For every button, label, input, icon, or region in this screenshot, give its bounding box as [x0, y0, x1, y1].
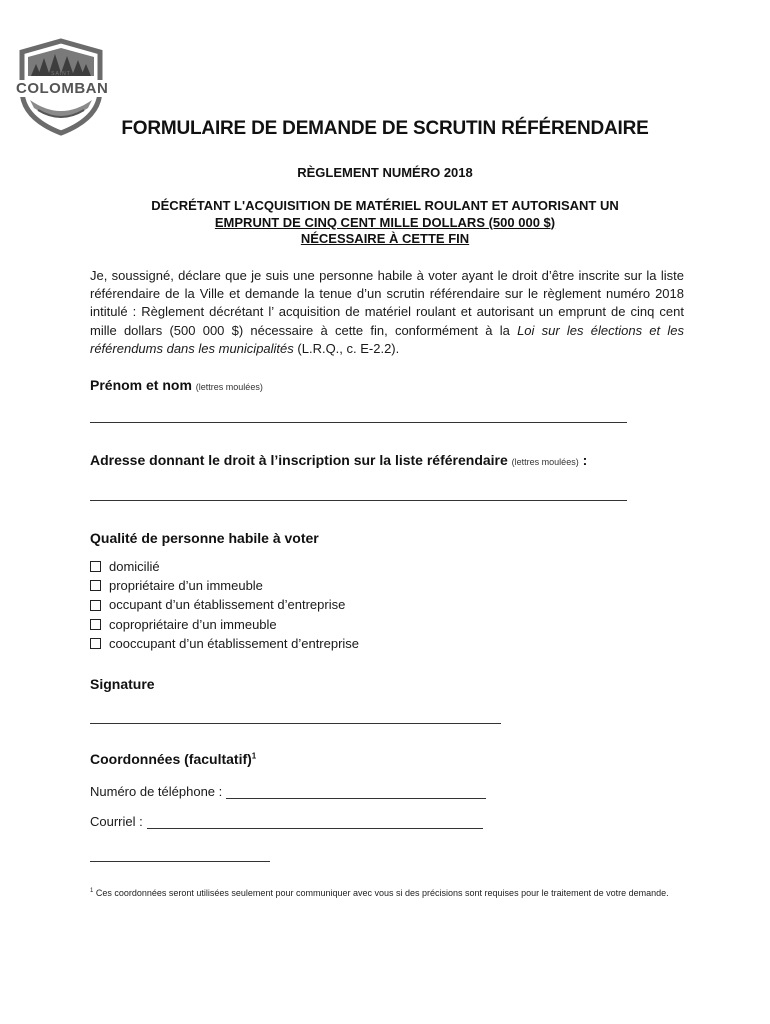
option-label: cooccupant d’un établissement d’entreprise — [109, 635, 360, 651]
address-label-text: Adresse donnant le droit à l’inscription sur la liste référendaire — [90, 452, 508, 468]
footnote-mark: 1 — [90, 888, 94, 894]
footnote — [90, 885, 690, 899]
checkbox[interactable] — [90, 561, 101, 572]
contact-label-text: Coordonnées (facultatif) — [90, 751, 252, 767]
voter-quality-options — [90, 557, 359, 653]
decree-line-3: NÉCESSAIRE À CETTE FIN — [300, 231, 470, 246]
option-label: copropriétaire d’un immeuble — [109, 616, 277, 632]
name-field[interactable] — [90, 422, 627, 423]
option-label: domicilié — [109, 559, 160, 574]
decree-line-1: DÉCRÉTANT L'ACQUISITION DE MATÉRIEL ROULANT ET AUTORISANT UN — [151, 198, 619, 213]
checkbox[interactable] — [90, 580, 101, 591]
address-label — [90, 452, 587, 468]
contact-label — [90, 751, 256, 767]
email-field[interactable] — [147, 816, 483, 829]
footnote-reference: 1 — [251, 751, 257, 761]
footnote-text: Ces coordonnées seront utilisées seulement pour communiquer avec vous si des précisions sont requises pour le traitement de votre demande. — [93, 888, 669, 898]
bylaw-description — [100, 198, 670, 248]
decree-line-2: EMPRUNT DE CINQ CENT MILLE DOLLARS (500 000 $) — [214, 214, 556, 230]
form-title: FORMULAIRE DE DEMANDE DE SCRUTIN RÉFÉRENDAIRE — [121, 118, 649, 139]
checkbox[interactable] — [90, 619, 101, 630]
option-cooccupant[interactable] — [90, 634, 359, 653]
signature-field[interactable] — [90, 723, 501, 724]
phone-label: Numéro de téléphone : — [90, 784, 223, 799]
bylaw-number: RÈGLEMENT NUMÉRO 2018 — [297, 165, 473, 180]
name-label — [90, 377, 263, 393]
option-label: occupant d’un établissement d’entreprise — [109, 597, 346, 613]
checkbox[interactable] — [90, 600, 101, 611]
option-domicilie[interactable] — [90, 557, 359, 576]
address-field[interactable] — [90, 500, 627, 501]
law-reference: (L.R.Q., c. E-2.2). — [293, 340, 400, 356]
email-label: Courriel : — [90, 814, 143, 829]
option-coproprietaire[interactable] — [90, 615, 359, 634]
phone-field[interactable] — [226, 786, 486, 799]
law-title: Loi sur les élections et les référendums dans les municipalités — [90, 322, 684, 356]
checkbox[interactable] — [90, 638, 101, 649]
option-proprietaire[interactable] — [90, 576, 359, 595]
signature-label: Signature — [90, 676, 155, 692]
address-colon: : — [582, 452, 588, 468]
logo-tagline: SAINT — [51, 71, 71, 77]
name-label-text: Prénom et nom — [90, 377, 192, 393]
phone-row — [90, 784, 486, 799]
logo-name: COLOMBAN — [16, 80, 109, 97]
option-label: propriétaire d’un immeuble — [109, 578, 263, 594]
declaration-paragraph — [90, 267, 684, 358]
name-hint: (lettres moulées) — [195, 382, 263, 392]
email-row — [90, 814, 483, 829]
declaration-text: Je, soussigné, déclare que je suis une personne habile à voter ayant le droit d’être inscrite sur la liste référendaire de la Ville et demande la tenue d’un scrutin référendaire sur le règlement numéro 2018 intitulé : Règlement décrétant l’ acquisition de matériel roulant et autorisant un emprunt de cinq cent mille dollars (500 000 $) nécessaire à cette fin, conformément à la — [90, 268, 684, 338]
address-hint: (lettres moulées) — [511, 457, 579, 467]
footnote-separator — [90, 861, 270, 862]
option-occupant[interactable] — [90, 595, 359, 614]
quality-label: Qualité de personne habile à voter — [90, 530, 319, 546]
